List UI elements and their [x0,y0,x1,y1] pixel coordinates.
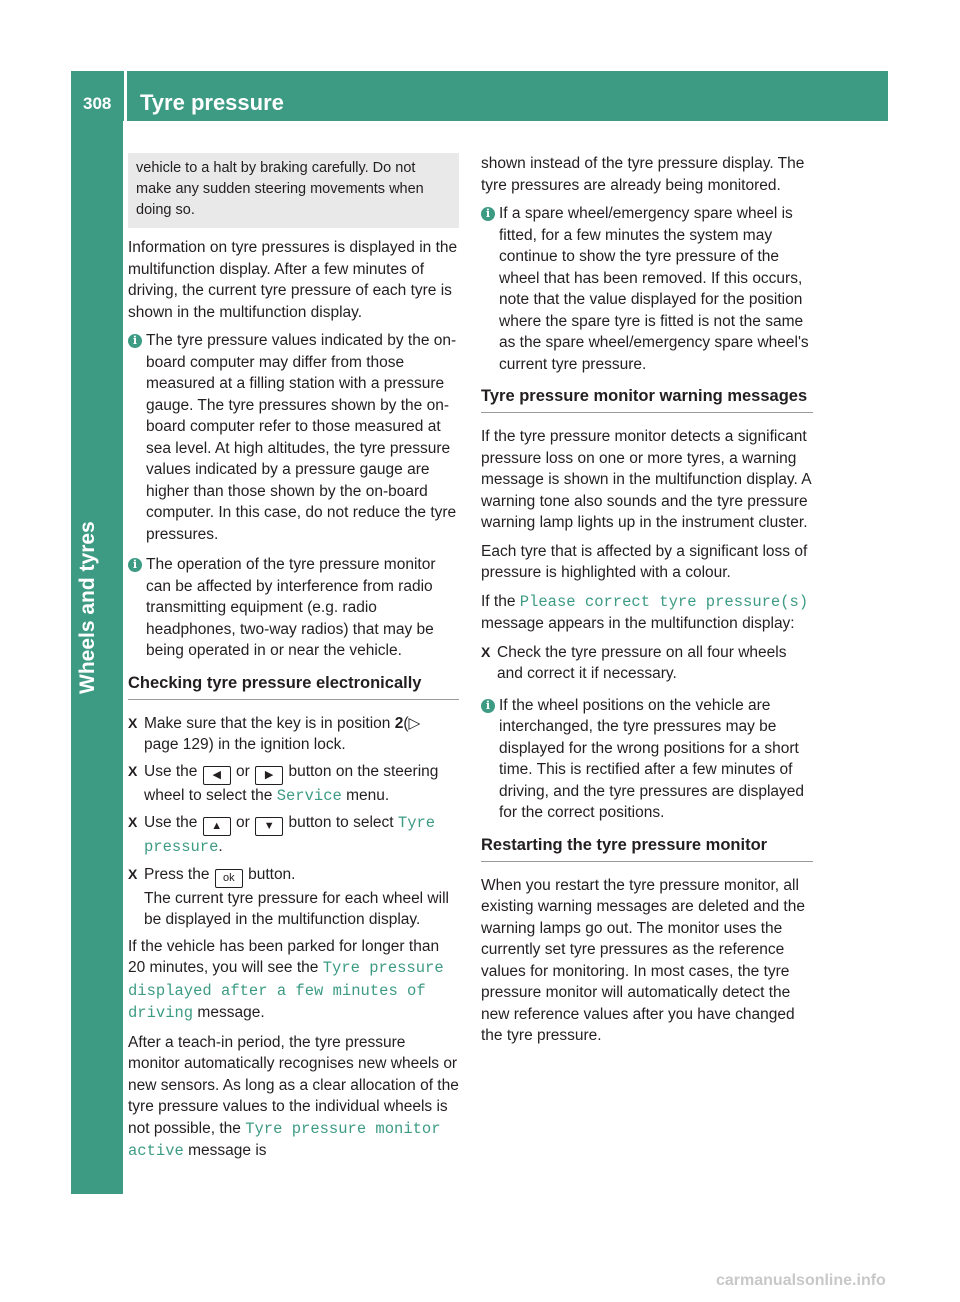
paragraph: shown instead of the tyre pressure display. The tyre pressures are already being monitored. [481,155,805,194]
paragraph: After a teach-in period, the tyre pressure monitor automatically recognises new wheels or new sensors. As long as a clear allocation of the tyre pressure values to the individual wheels is not possible, the Tyre pressure monitor active message is [128,1033,459,1160]
paragraph: When you restart the tyre pressure monitor, all existing warning messages are deleted and the warning lamps go out. The monitor uses the currently set tyre pressures as the reference values for monitoring. In most cases, the tyre pressure monitor will automatically detect the new reference values after you have changed the tyre pressure. [481,876,805,1044]
page-number: 308 [83,94,112,113]
step: X Use the ▲ or ▼ button to select Tyre pressure. [128,814,436,856]
step: X Use the ◀ or ▶ button on the steering wheel to select the Service menu. [128,762,439,805]
key-position: 2 [394,714,404,732]
display-text: Tyre pressure monitor active [128,1119,441,1160]
paragraph: Information on tyre pressures is displayed in the multifunction display. After a few minutes of driving, the current tyre pressure of each tyre is shown in the multifunction display. [128,239,458,321]
right-arrow-key-icon: ▶ [255,766,283,785]
paragraph: Each tyre that is affected by a significant loss of pressure is highlighted with a colour. [481,542,808,581]
section-title: Tyre pressure [140,90,284,115]
step-arrow-icon: X [128,814,138,830]
info-icon: i [481,699,495,713]
info-icon: i [481,207,495,221]
up-arrow-key-icon: ▲ [203,817,231,836]
display-text: Tyre pressure displayed after a few minutes of driving [128,959,444,1022]
display-text: Tyre pressure [144,814,436,856]
subheading: Checking tyre pressure electronically [128,672,459,700]
step-arrow-icon: X [128,714,138,731]
info-icon: i [128,334,142,348]
info-text: The operation of the tyre pressure monitor can be affected by interference from radio transmitting equipment (e.g. radio headphones, two-way radios) that may be being operated in or near the vehicle. [146,556,436,659]
left-column [128,153,459,1170]
ok-key-icon: ok [215,869,243,888]
subheading: Tyre pressure monitor warning messages [481,385,813,413]
subheading: Restarting the tyre pressure monitor [481,834,813,862]
step-arrow-icon: X [481,643,491,660]
info-note [481,203,813,375]
step: X Press the ok button. The current tyre pressure for each wheel will be displayed in the multifunction display. [128,865,449,928]
display-text: Please correct tyre pressure(s) [519,592,809,611]
watermark: carmanualsonline.info [716,1272,886,1289]
display-text: Service [276,786,342,805]
step: X Make sure that the key is in position 2(▷ page 129) in the ignition lock. [128,714,421,753]
info-icon: i [128,558,142,572]
step-arrow-icon: X [128,865,138,882]
side-tab-label [76,642,96,694]
right-column [481,153,813,1054]
info-note [481,695,813,824]
info-text: If the wheel positions on the vehicle are interchanged, the tyre pressures may be displayed for the wrong positions for a short time. This is rectified after a few minutes of driving, and the tyre pressures are displayed for the correct positions. [499,696,804,821]
down-arrow-key-icon: ▼ [255,817,283,836]
paragraph: If the vehicle has been parked for longer than 20 minutes, you will see the Tyre pressure displayed after a few minutes of driving message. [128,937,444,1022]
info-text: If a spare wheel/emergency spare wheel is fitted, for a few minutes the system may continue to show the tyre pressure of the wheel that has been removed. If this occurs, note that the value displayed for the position where the spare tyre is fitted is not the same as the spare wheel/emergency spare wheel's current tyre pressure. [499,205,809,373]
step-arrow-icon: X [128,762,138,779]
header-separator [124,71,127,121]
info-note [128,554,459,662]
step: X Check the tyre pressure on all four wheels and correct it if necessary. [481,643,787,682]
left-arrow-key-icon: ◀ [203,766,231,785]
paragraph: If the Please correct tyre pressure(s) message appears in the multifunction display: [481,592,809,632]
warning-note: vehicle to a halt by braking carefully. Do not make any sudden steering movements when doing so. [128,153,459,228]
paragraph: If the tyre pressure monitor detects a significant pressure loss on one or more tyres, a warning message is shown in the multifunction display. A warning tone also sounds and the tyre pressure warning lamp lights up in the instrument cluster. [481,428,811,531]
info-note [128,330,459,545]
info-text: The tyre pressure values indicated by the on-board computer may differ from those measured at a filling station with a pressure gauge. The tyre pressures shown by the on-board computer refer to those measured at sea level. At high altitudes, the tyre pressure values indicated by a pressure gauge are higher than those shown by the on-board computer. In this case, do not reduce the tyre pressures. [146,332,457,543]
